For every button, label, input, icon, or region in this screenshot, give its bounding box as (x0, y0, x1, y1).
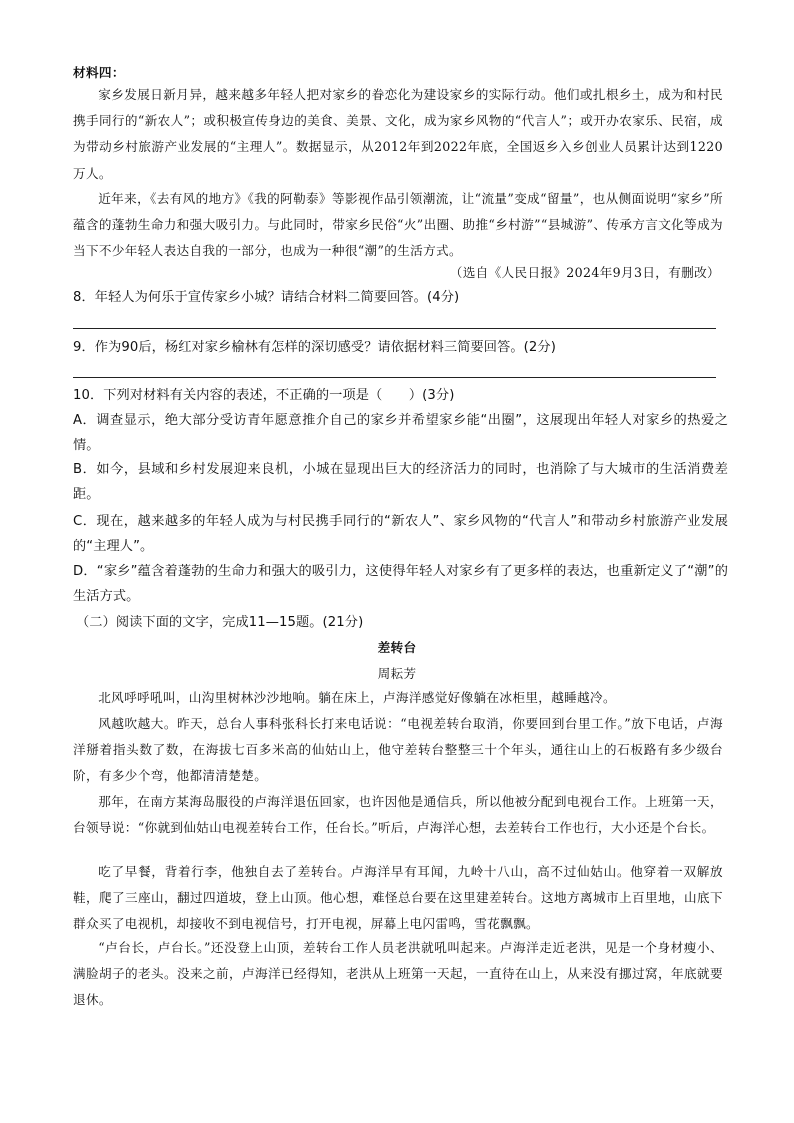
story-paragraph-3: 那年，在南方某海岛服役的卢海洋退伍回家，也许因他是通信兵，所以他被分配到电视台工作。上班第一天，台领导说：“你就到仙姑山电视差转台工作，任台长。”听后，卢海洋心想，去差转台工作也行，大小还是个台长。 (73, 794, 723, 836)
story-title: 差转台 (377, 640, 417, 655)
answer-line-q8[interactable] (73, 328, 716, 329)
question-10-option-a[interactable]: A．调查显示，绝大部分受访青年愿意推介自己的家乡并希望家乡能“出圈”，这展现出年轻人对家乡的热爱之情。 (73, 413, 728, 453)
question-10-option-d[interactable]: D．“家乡”蕴含着蓬勃的生命力和强大的吸引力，这使得年轻人对家乡有了更多样的表达，也重新定义了“潮”的生活方式。 (73, 564, 728, 604)
story-paragraph-2: 风越吹越大。昨天，总台人事科张科长打来电话说：“电视差转台取消，你要回到台里工作。”放下电话，卢海洋掰着指头数了数，在海拔七百多米高的仙姑山上，他守差转台整整三十个年头，通往山上的石板路有多少级台阶，有多少个弯，他都清清楚楚。 (73, 716, 723, 784)
story-paragraph-1: 北风呼呼吼叫，山沟里树林沙沙地响。躺在床上，卢海洋感觉好像躺在冰柜里，越睡越冷。 (98, 690, 616, 705)
story-paragraph-5: “卢台长，卢台长。”还没登上山顶，差转台工作人员老洪就吼叫起来。卢海洋走近老洪，见是一个身材瘦小、满脸胡子的老头。没来之前，卢海洋已经得知，老洪从上班第一天起，一直待在山上，从来没有挪过窝，年底就要退休。 (73, 940, 723, 1008)
material4-heading: 材料四： (73, 65, 125, 80)
question-10-option-c[interactable]: C．现在，越来越多的年轻人成为与村民携手同行的“新农人”、家乡风物的“代言人”和带动乡村旅游产业发展的“主理人”。 (73, 514, 728, 554)
story-paragraph-4: 吃了早餐，背着行李，他独自去了差转台。卢海洋早有耳闻，九岭十八山，高不过仙姑山。他穿着一双解放鞋，爬了三座山，翻过四道坡，登上山顶。他心想，难怪总台要在这里建差转台。这地方离城市上百里地，山底下群众买了电视机，却接收不到电视信号，打开电视，屏幕上电闪雷鸣，雪花飘飘。 (73, 864, 723, 932)
section-2-intro: （二）阅读下面的文字，完成11—15题。(21分) (76, 615, 364, 630)
question-9: 9．作为90后，杨红对家乡榆林有怎样的深切感受？请依据材料三简要回答。(2分) (73, 340, 556, 355)
question-8: 8．年轻人为何乐于宣传家乡小城？请结合材料二简要回答。(4分) (73, 290, 460, 305)
material4-paragraph-1: 家乡发展日新月异，越来越多年轻人把对家乡的眷恋化为建设家乡的实际行动。他们或扎根乡土，成为和村民携手同行的“新农人”；或积极宣传身边的美食、美景、文化，成为家乡风物的“代言人”；或开办农家乐、民宿，成为带动乡村旅游产业发展的“主理人”。数据显示，从2012年到2022年底，全国返乡入乡创业人员累计达到1220万人。 (73, 87, 723, 181)
story-author: 周耘芳 (377, 666, 417, 681)
material4-paragraph-2: 近年来，《去有风的地方》《我的阿勒泰》等影视作品引领潮流，让“流量”变成“留量”，也从侧面说明“家乡”所蕴含的蓬勃生命力和强大吸引力。与此同时，带家乡民俗“火”出圈、助推“乡村游”“县城游”、传承方言文化等成为当下不少年轻人表达自我的一部分，也成为一种很“潮”的生活方式。 (73, 191, 723, 259)
material4-source: （选自《人民日报》2024年9月3日，有删改） (449, 265, 720, 280)
question-10: 10．下列对材料有关内容的表述，不正确的一项是（ ）(3分) (73, 388, 455, 403)
question-10-option-b[interactable]: B．如今，县域和乡村发展迎来良机，小城在显现出巨大的经济活力的同时，也消除了与大城市的生活消费差距。 (73, 462, 728, 502)
answer-line-q9[interactable] (73, 377, 716, 378)
